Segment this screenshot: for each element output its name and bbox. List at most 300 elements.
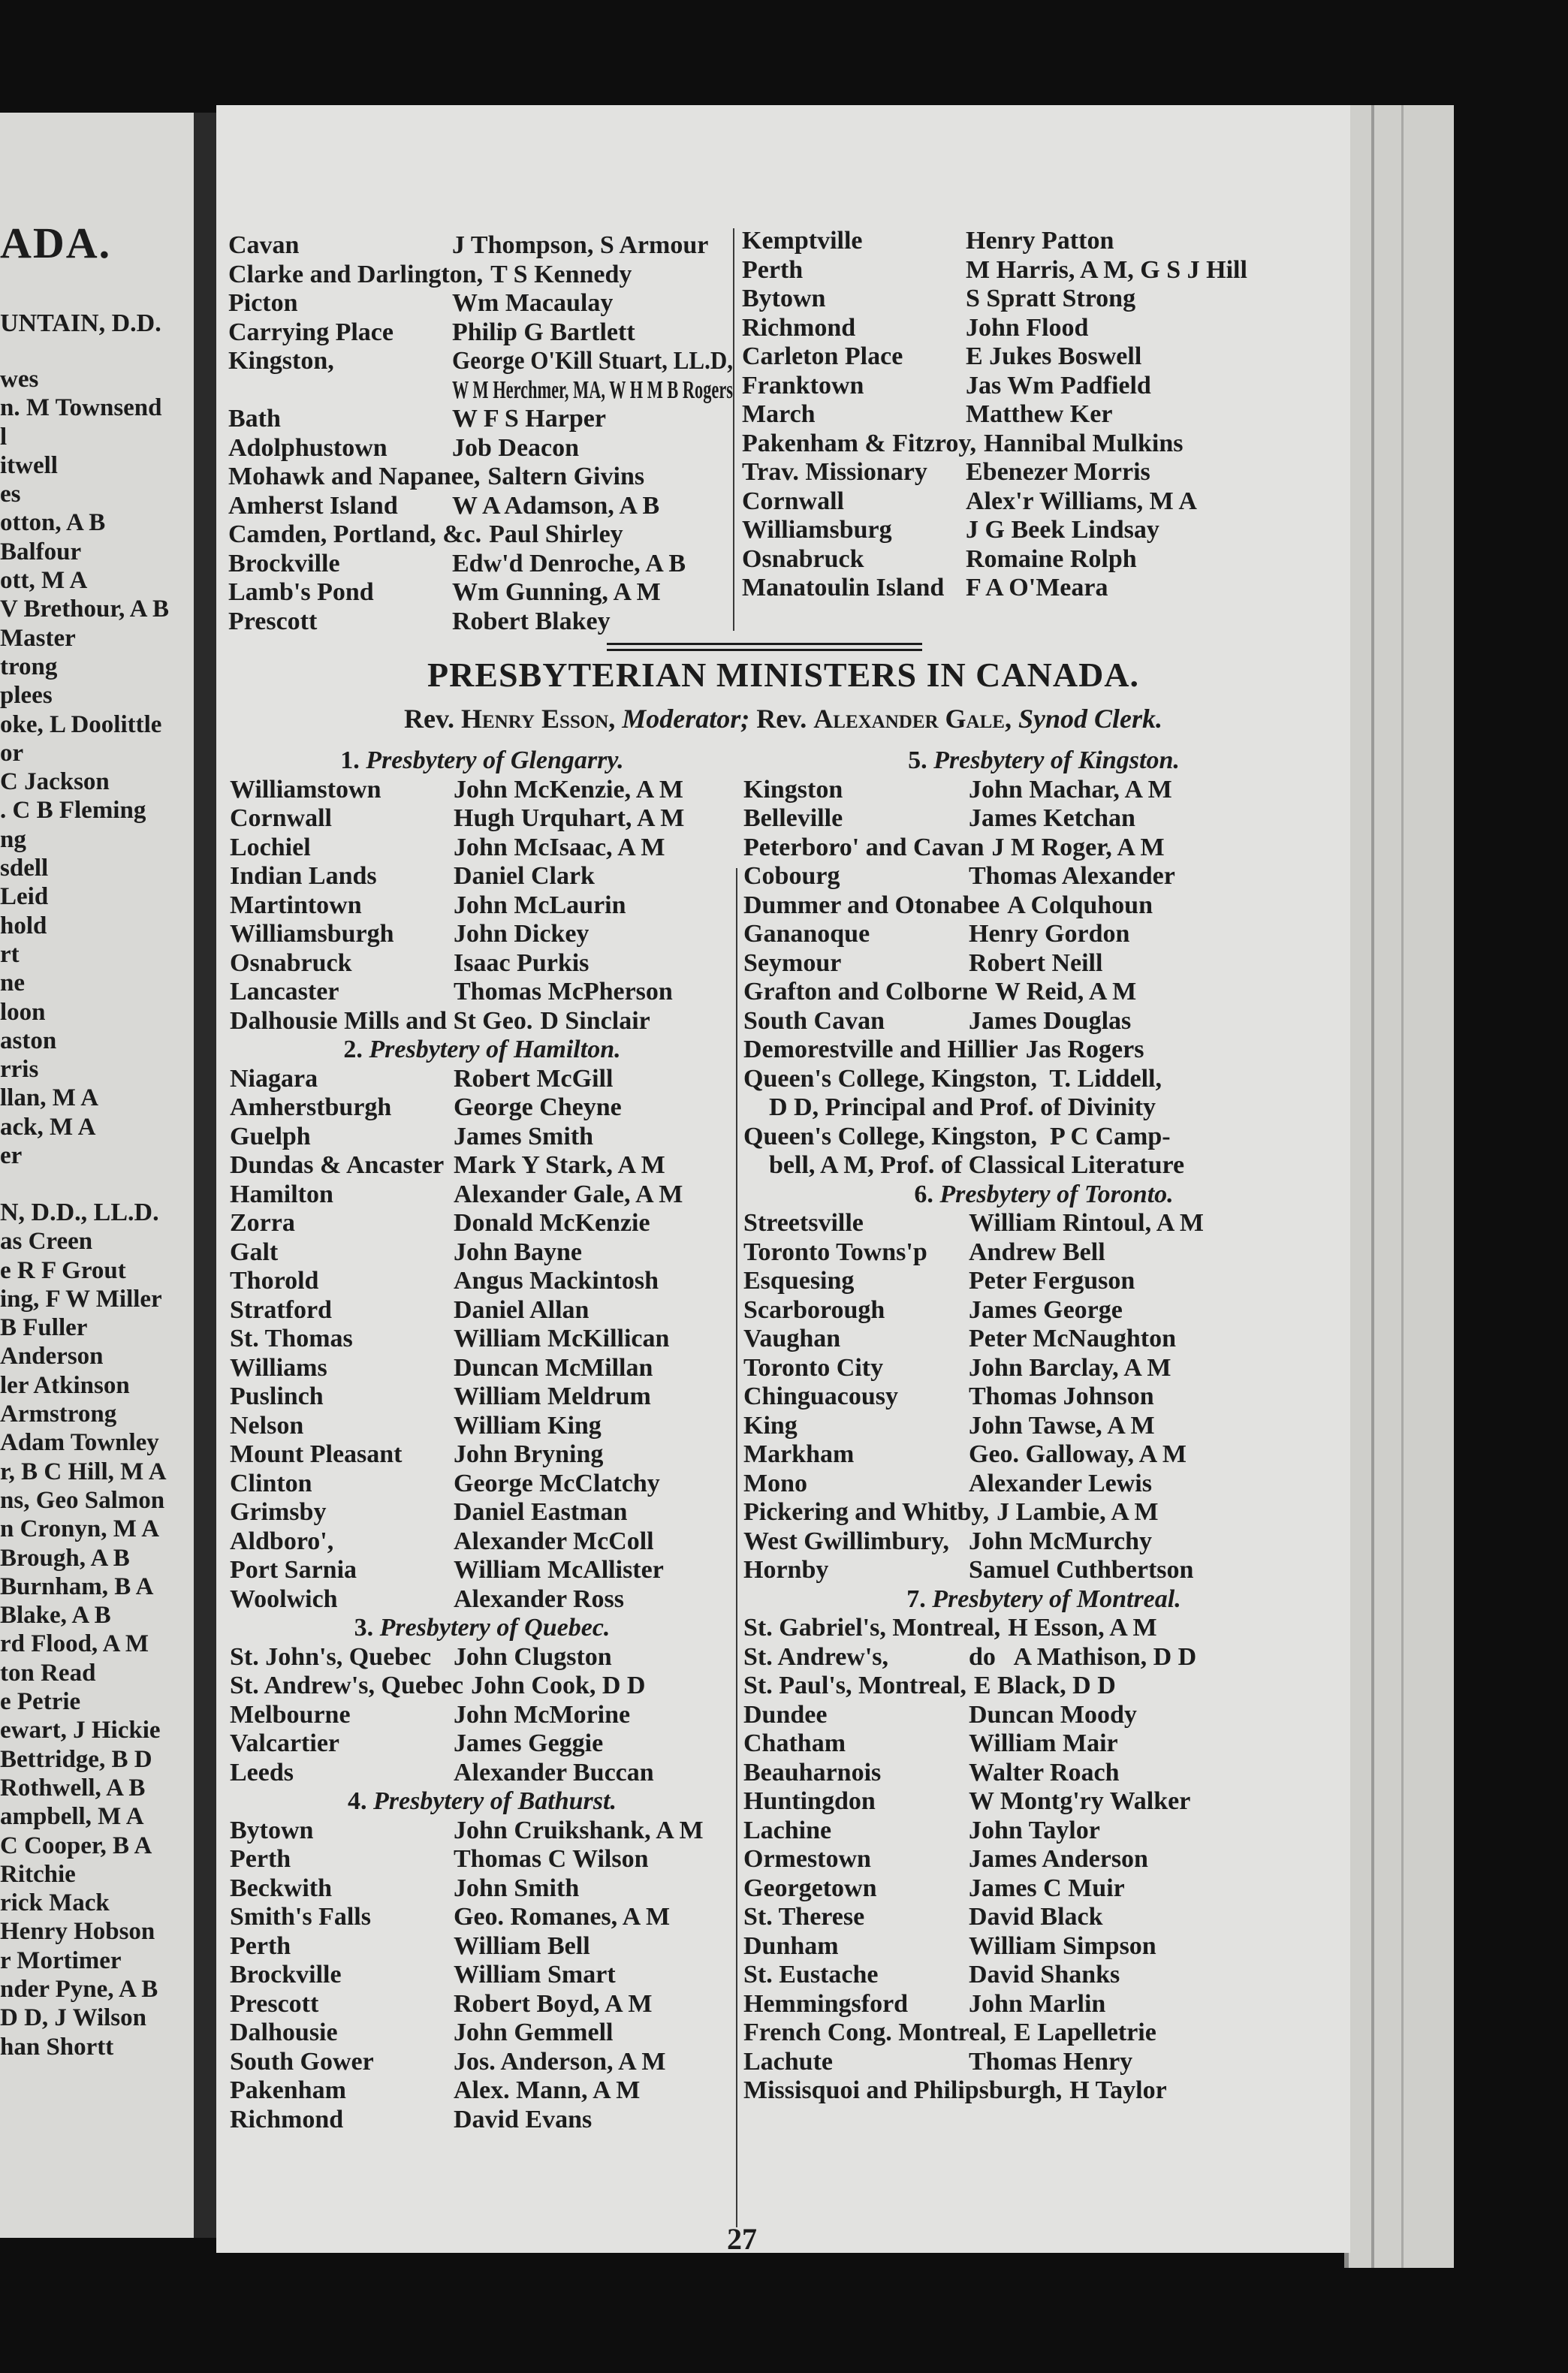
minister-name: Edw'd Denroche, A B [452,549,686,577]
parish-name: Pakenham & Fitzroy, [742,429,976,457]
parish-entry [230,1845,734,1874]
parish-name: Peterboro' and Cavan [743,833,985,861]
parish-entry [743,1498,1344,1527]
college-entry-line [743,1065,1344,1094]
minister-name: Romaine Rolph [966,544,1137,573]
parish-name: Indian Lands [230,862,377,890]
presbytery-number: 3. [354,1614,374,1642]
minister-name: Donald McKenzie [454,1209,650,1237]
parish-entry [743,2076,1344,2106]
parish-entry [743,1209,1344,1238]
parish-entry [230,949,734,978]
parish-entry [228,463,733,492]
parish-entry [230,1759,734,1788]
parish-entry [230,1672,734,1701]
parish-name: Brockville [228,549,340,577]
minister-name: W Montg'ry Walker [969,1787,1191,1815]
parish-entry [742,342,1343,372]
parish-name: Thorold [230,1267,319,1295]
parish-entry [743,1470,1344,1499]
minister-name: Philip G Bartlett [452,318,635,346]
parish-name: Trav. Missionary [742,458,927,486]
parish-entry [228,520,733,550]
parish-name: March [742,400,816,428]
parish-name: Galt [230,1238,279,1266]
parish-entry [743,862,1344,891]
parish-name: Mount Pleasant [230,1440,403,1468]
parish-name: Esquesing [743,1267,855,1295]
parish-entry [742,430,1343,459]
minister-name: Robert Boyd, A M [454,1989,653,2018]
facing-page-line: r Mortimer [0,1946,122,1974]
clerk-name: Alexander Gale, [813,704,1012,734]
parish-name: Williamsburg [742,516,892,544]
parish-name: Carrying Place [228,318,394,346]
minister-name: John McMorine [454,1700,631,1729]
parish-entry [230,978,734,1007]
parish-name: Woolwich [230,1585,338,1613]
parish-name: Chinguacousy [743,1382,898,1410]
minister-name: George Cheyne [454,1093,622,1121]
parish-name: St. Eustache [743,1961,879,1989]
facing-page-line: e Petrie [0,1688,81,1716]
parish-name: South Cavan [743,1006,885,1035]
parish-entry [228,318,733,348]
minister-name: John Flood [966,313,1089,342]
parish-name: Prescott [228,607,318,635]
parish-entry [230,1296,734,1325]
presbyterian-right-column [743,746,1344,2106]
presbytery-heading [743,746,1344,776]
facing-page-line: ng [0,825,26,853]
parish-entry [743,804,1344,834]
parish-entry [743,1729,1344,1759]
minister-name: David Evans [454,2105,593,2133]
parish-name: Perth [230,1931,291,1960]
parish-name: Hamilton [230,1180,333,1208]
facing-page-line: Armstrong [0,1401,117,1428]
parish-entry [230,891,734,921]
parish-name: South Gower [230,2047,374,2076]
parish-entry [743,1759,1344,1788]
minister-name: Geo. Romanes, A M [454,1903,671,1931]
minister-name: Isaac Purkis [454,948,590,977]
parish-entry [743,1643,1344,1672]
presbytery-heading [743,1585,1344,1615]
minister-name: J G Beek Lindsay [966,516,1159,544]
college-entry-line [743,1151,1344,1180]
facing-page-line: rd Flood, A M [0,1630,149,1658]
facing-page-line: oke, L Doolittle [0,710,162,738]
minister-name: Jas Wm Padfield [966,371,1151,400]
presbytery-number: 1. [340,746,360,774]
minister-name: Alexander McColl [454,1527,654,1555]
parish-entry [230,834,734,863]
parish-name: Scarborough [743,1295,885,1324]
double-rule [607,649,922,651]
parish-name: Dundee [743,1700,828,1729]
minister-name: Ebenezer Morris [966,458,1150,486]
rev-label: Rev. [756,704,807,734]
parish-name: Dalhousie [230,2019,338,2046]
parish-entry [743,834,1344,863]
parish-entry [742,574,1343,603]
parish-name: Lancaster [230,978,339,1006]
minister-name: James C Muir [969,1874,1125,1902]
minister-name: Andrew Bell [969,1238,1105,1266]
parish-entry [742,487,1343,517]
parish-entry [228,608,733,637]
anglican-left-column [228,231,733,636]
minister-name: Job Deacon [452,433,580,462]
parish-entry [230,1903,734,1932]
minister-name: John Tawse, A M [969,1411,1155,1440]
facing-page-line: Ritchie [0,1860,76,1888]
parish-name: Dunham [743,1931,839,1960]
entry-text: bell, A M, Prof. of Classical Literature [743,1151,1185,1179]
anglican-right-column [742,227,1343,603]
minister-name: James Geggie [454,1729,604,1757]
minister-name: David Black [969,1903,1103,1931]
facing-page-line: V Brethour, A B [0,596,169,623]
parish-entry [230,2106,734,2135]
presbyterian-left-column [230,746,734,2134]
parish-name: Valcartier [230,1729,340,1757]
presbytery-name: Presbytery of Montreal. [932,1585,1181,1613]
parish-name: Brockville [230,1961,342,1989]
minister-name: George McClatchy [454,1469,660,1497]
minister-name: William King [454,1411,602,1440]
college-entry-line [743,1093,1344,1123]
parish-entry [743,1817,1344,1846]
minister-name: Thomas Henry [969,2047,1133,2076]
facing-page-line: Leid [0,883,49,911]
parish-entry [230,2076,734,2106]
minister-name: Alexander Gale, A M [454,1180,683,1208]
parish-entry [230,1990,734,2019]
parish-entry [230,1065,734,1094]
minister-name: J Lambie, A M [997,1498,1159,1526]
parish-entry [743,1325,1344,1354]
minister-name: James Ketchan [969,804,1135,832]
parish-name: Williamsburgh [230,920,394,948]
minister-name: Wm Macaulay [452,289,614,317]
parish-name: Dummer and Otonabee [743,891,1000,919]
facing-page-line: l [0,423,8,451]
facing-page-line: Anderson [0,1343,104,1370]
minister-name: David Shanks [969,1961,1120,1989]
facing-page-line: . C B Fleming [0,797,146,825]
parish-name: Camden, Portland, &c. [228,520,482,548]
parish-name: Cornwall [230,804,332,832]
minister-name: T S Kennedy [490,260,632,288]
facing-page-line: itwell [0,451,58,479]
facing-page-line: plees [0,682,53,710]
minister-name: W M Herchmer, MA, W H M B Rogers [452,375,733,404]
parish-entry [230,1151,734,1180]
minister-name: Alexander Lewis [969,1469,1152,1497]
presbytery-heading [230,746,734,776]
parish-entry [230,1007,734,1036]
column-divider-bottom [736,868,737,2227]
parish-entry [743,1845,1344,1874]
parish-entry [742,458,1343,487]
parish-name: Seymour [743,948,842,977]
facing-page-line: as Creen [0,1228,93,1256]
minister-name: Paul Shirley [489,520,623,548]
parish-name: Bath [228,405,281,433]
parish-entry [228,289,733,318]
minister-name: Robert Neill [969,948,1103,977]
minister-name: William Simpson [969,1931,1156,1960]
minister-name: M Harris, A M, G S J Hill [966,255,1247,284]
minister-name: John Gemmell [454,2019,614,2046]
parish-name: Dundas & Ancaster [230,1151,445,1179]
facing-page-line: es [0,481,21,508]
presbytery-name: Presbytery of Kingston. [933,746,1180,774]
parish-name: Aldboro', [230,1527,334,1555]
parish-entry [743,1614,1344,1643]
facing-page-line: Henry Hobson [0,1918,155,1946]
entry-text: Queen's College, Kingston, P C Camp- [743,1122,1171,1150]
parish-entry [230,1701,734,1730]
minister-name: Alexander Ross [454,1585,624,1613]
parish-name: Beckwith [230,1874,332,1902]
parish-entry [230,1440,734,1470]
minister-name: Peter Ferguson [969,1267,1135,1295]
parish-entry [742,372,1343,401]
minister-name: Angus Mackintosh [454,1267,659,1295]
minister-name: John Bryning [454,1440,604,1468]
parish-name: Puslinch [230,1382,324,1410]
presbytery-heading [230,1787,734,1817]
facing-page-line: ne [0,969,25,997]
parish-name: Niagara [230,1064,318,1093]
facing-page-left [0,113,194,2238]
minister-name: E Lapelletrie [1014,2019,1156,2046]
facing-page-lines-2 [0,1199,167,2061]
parish-entry [228,231,733,261]
parish-name: Williamstown [230,775,381,804]
parish-name: Perth [230,1845,291,1873]
parish-entry [743,2048,1344,2077]
parish-entry [230,1354,734,1383]
parish-name: Mohawk and Napanee, [228,463,481,490]
minister-name: Duncan McMillan [454,1353,653,1382]
facing-page-lines [0,365,169,1170]
facing-page-line: Master [0,624,76,652]
parish-entry [230,1180,734,1210]
parish-name: St. Andrew's, [743,1642,889,1671]
parish-name: St. Gabriel's, Montreal, [743,1614,1001,1642]
presbytery-number: 5. [908,746,927,774]
parish-name: Lamb's Pond [228,578,374,606]
facing-page-line: Balfour [0,538,82,565]
presbytery-name: Presbytery of Hamilton. [369,1036,621,1063]
minister-name: Daniel Allan [454,1295,590,1324]
minister-name: Mark Y Stark, A M [454,1151,665,1179]
minister-name: John Machar, A M [969,775,1172,804]
minister-name: John Barclay, A M [969,1353,1171,1382]
double-rule [607,643,922,645]
parish-name: Georgetown [743,1874,877,1902]
facing-page-line: llan, M A [0,1084,99,1112]
minister-name: Alex'r Williams, M A [966,487,1197,515]
minister-name: John Cook, D D [471,1672,646,1699]
minister-name: William McAllister [454,1556,664,1584]
minister-name: William Smart [454,1961,616,1989]
parish-entry [230,1412,734,1441]
minister-name: Hannibal Mulkins [983,429,1184,457]
facing-page-line: ing, F W Miller [0,1285,162,1313]
parish-entry [742,516,1343,545]
facing-page-line: hold [0,912,47,939]
parish-entry [230,862,734,891]
parish-entry [230,1238,734,1268]
minister-name: Walter Roach [969,1758,1120,1787]
minister-name: Geo. Galloway, A M [969,1440,1187,1468]
parish-name: Cornwall [742,487,844,515]
presbytery-name: Presbytery of Quebec. [379,1614,611,1642]
parish-name: Kingston [743,775,843,804]
minister-name: H Taylor [1069,2076,1167,2104]
minister-name: William Bell [454,1931,590,1960]
facing-page-line: rt [0,940,20,968]
parish-entry [743,1556,1344,1585]
parish-name: Smith's Falls [230,1903,371,1931]
parish-entry [230,1123,734,1152]
minister-name: Alex. Mann, A M [454,2076,641,2104]
moderator-name: Henry Esson, [460,704,616,734]
page-27 [216,105,1350,2256]
facing-page-title: ADA. [0,219,112,267]
parish-name: Grimsby [230,1498,327,1526]
parish-entry [230,1585,734,1615]
parish-name: Hemmingsford [743,1989,909,2018]
parish-name: Melbourne [230,1700,351,1729]
parish-name: Missisquoi and Philipsburgh, [743,2076,1063,2104]
facing-page-line: Brough, A B [0,1544,130,1572]
parish-entry [742,285,1343,314]
parish-entry [742,256,1343,285]
parish-entry [743,1267,1344,1296]
minister-name: Duncan Moody [969,1700,1137,1729]
section-title: PRESBYTERIAN MINISTERS IN CANADA. [427,656,1140,694]
facing-page-line: C Cooper, B A [0,1832,152,1859]
minister-name: John Marlin [969,1989,1106,2018]
parish-entry [230,1527,734,1557]
parish-entry [742,400,1343,430]
minister-name: Henry Patton [966,227,1114,255]
parish-name: Zorra [230,1209,295,1237]
parish-entry [228,578,733,608]
minister-name: John Smith [454,1874,580,1902]
facing-page-line: ack, M A [0,1113,96,1141]
minister-name: Saltern Givins [487,463,645,490]
minister-name: William Rintoul, A M [969,1209,1204,1237]
minister-name: F A O'Meara [966,574,1108,602]
facing-page-line: er [0,1142,23,1170]
facing-page-line: nder Pyne, A B [0,1976,158,2004]
parish-entry [743,776,1344,805]
parish-name: Cavan [228,231,300,259]
parish-entry [743,1296,1344,1325]
parish-name: Amherst Island [228,491,398,520]
facing-page-line: ns, Geo Salmon [0,1486,165,1514]
parish-name: Kemptville [742,227,863,255]
parish-name: St. Therese [743,1903,865,1931]
minister-name: do A Mathison, D D [969,1642,1197,1671]
minister-name: William Meldrum [454,1382,651,1410]
parish-name: Prescott [230,1989,319,2018]
minister-name: Matthew Ker [966,400,1113,428]
minister-name: John McMurchy [969,1527,1152,1555]
parish-entry [228,347,733,376]
parish-name: Pakenham [230,2076,346,2104]
minister-name: Hugh Urquhart, A M [454,804,685,832]
minister-name: John McLaurin [454,891,626,919]
presbytery-heading [230,1614,734,1643]
minister-name: James Anderson [969,1845,1148,1873]
parish-name: St. Thomas [230,1325,353,1352]
parish-name: Chatham [743,1729,846,1757]
parish-name: Bytown [230,1816,314,1844]
parish-name: Leeds [230,1758,294,1787]
parish-entry [230,1209,734,1238]
parish-name: West Gwillimbury, [743,1527,949,1555]
parish-name: Ormestown [743,1845,871,1873]
parish-entry [230,1267,734,1296]
parish-name: Huntingdon [743,1787,876,1815]
synod-officers [246,703,1320,734]
parish-entry [230,1093,734,1123]
presbytery-number: 4. [348,1787,367,1815]
parish-entry [743,1932,1344,1961]
book-gutter [194,113,216,2238]
college-entry-line [743,1123,1344,1152]
parish-entry [228,434,733,463]
minister-name: H Esson, A M [1008,1614,1157,1642]
presbytery-name: Presbytery of Bathurst. [373,1787,617,1815]
minister-name: John McKenzie, A M [454,775,683,804]
parish-entry [743,1354,1344,1383]
facing-page-line: ampbell, M A [0,1803,144,1831]
parish-entry [743,1874,1344,1904]
parish-entry [230,776,734,805]
parish-name: Toronto Towns'p [743,1238,927,1266]
parish-name: Osnabruck [742,544,864,573]
minister-name: D Sinclair [540,1006,650,1035]
parish-name: Dalhousie Mills and St Geo. [230,1006,533,1035]
minister-name: Daniel Clark [454,862,595,890]
presbytery-number: 6. [914,1180,933,1208]
minister-name: E Jukes Boswell [966,342,1142,370]
parish-entry [228,492,733,521]
presbytery-number: 7. [906,1585,926,1613]
minister-name: E Black, D D [973,1672,1116,1699]
facing-page-line: Adam Townley [0,1429,159,1457]
facing-page-heading: UNTAIN, D.D. [0,309,161,337]
parish-entry [743,1382,1344,1412]
parish-entry [230,1729,734,1759]
parish-name: Kingston, [228,347,334,375]
minister-name: Wm Gunning, A M [452,578,661,606]
parish-entry [743,2019,1344,2048]
facing-page-line: han Shortt [0,2033,114,2061]
parish-name: Manatoulin Island [742,574,945,602]
minister-name: James Smith [454,1122,594,1150]
facing-page-line: Burnham, B A [0,1572,154,1600]
